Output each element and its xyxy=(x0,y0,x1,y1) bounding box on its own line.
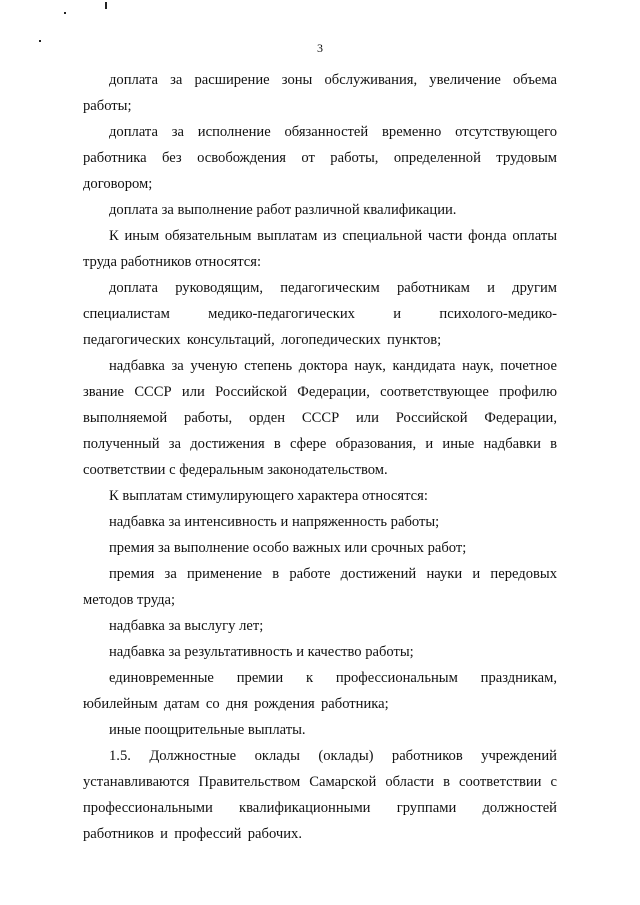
paragraph: надбавка за результативность и качество работы; xyxy=(109,644,414,660)
paragraph: премия за выполнение особо важных или срочных работ; xyxy=(109,540,467,556)
paragraph: доплата руководящим, педагогическим работникам и другим специалистам медико-педагогических и психолого-медико-педагогических консультаций, логопедических пунктов; xyxy=(83,280,557,348)
paragraph: К иным обязательным выплатам из специальной части фонда оплаты труда работников относятся: xyxy=(83,228,557,270)
paragraph: К выплатам стимулирующего характера относятся: xyxy=(109,488,428,504)
document-body xyxy=(83,67,557,847)
paragraph: доплата за расширение зоны обслуживания, увеличение объема работы; xyxy=(83,72,557,114)
paragraph: надбавка за интенсивность и напряженность работы; xyxy=(109,514,440,530)
paragraph: 1.5. Должностные оклады (оклады) работников учреждений устанавливаются Правительством Самарской области в соответствии с профессиональными квалификационными группами должностей работников и профессий рабочих. xyxy=(83,748,557,842)
page-number: 3 xyxy=(317,41,323,55)
paragraph: единовременные премии к профессиональным праздникам, юбилейным датам со дня рождения работника; xyxy=(83,670,557,712)
paragraph: доплата за исполнение обязанностей временно отсутствующего работника без освобождения от работы, определенной трудовым договором; xyxy=(83,124,557,192)
paragraph: доплата за выполнение работ различной квалификации. xyxy=(109,202,457,218)
paragraph: премия за применение в работе достижений науки и передовых методов труда; xyxy=(83,566,557,608)
paragraph: иные поощрительные выплаты. xyxy=(109,722,306,738)
scan-speck xyxy=(105,2,107,9)
scan-speck xyxy=(64,12,66,14)
paragraph: надбавка за выслугу лет; xyxy=(109,618,264,634)
paragraph: надбавка за ученую степень доктора наук, кандидата наук, почетное звание СССР или Российской Федерации, соответствующее профилю выполняемой работы, орден СССР или Российской Федерации, полученный за достижения в сфере образования, и иные надбавки в соответствии с федеральным законодательством. xyxy=(83,358,557,478)
